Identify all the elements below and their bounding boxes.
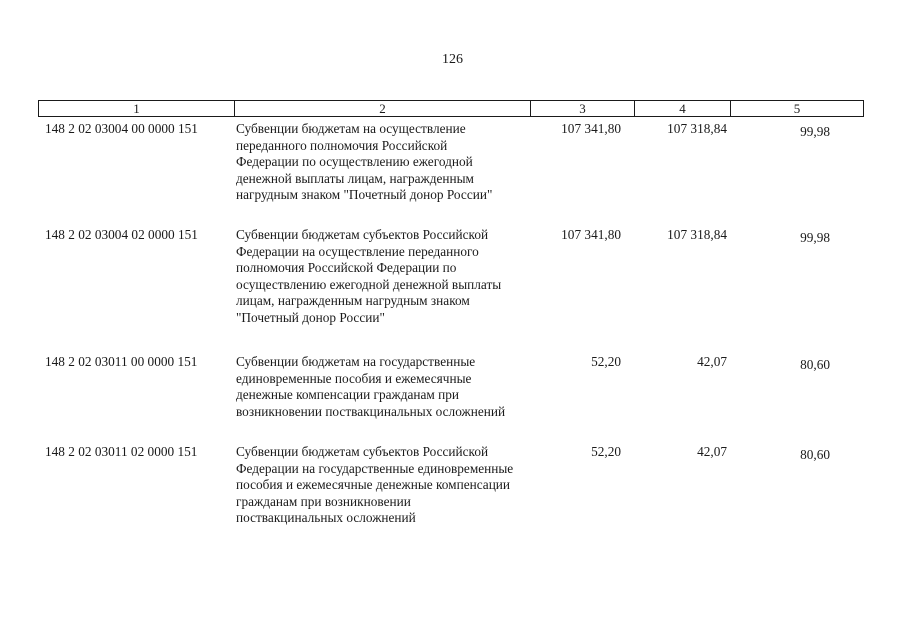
table-header bbox=[38, 100, 864, 117]
description-line: гражданам при возникновении bbox=[236, 493, 411, 509]
row-description bbox=[236, 227, 536, 327]
description-line: пособия и ежемесячные денежные компенсации bbox=[236, 477, 511, 493]
description-line: Субвенции бюджетам на государственные bbox=[236, 354, 476, 369]
execution-percent: 99,98 bbox=[800, 124, 830, 139]
header-cell-1: 1 bbox=[39, 101, 235, 116]
executed-amount: 42,07 bbox=[697, 354, 727, 369]
page-number: 126 bbox=[442, 52, 463, 67]
description-line: поствакцинальных осложнений bbox=[236, 510, 416, 526]
description-line: возникновении поствакцинальных осложнений bbox=[236, 403, 506, 419]
planned-amount: 52,20 bbox=[591, 444, 621, 459]
row-description bbox=[236, 444, 536, 527]
description-line: единовременные пособия и ежемесячные bbox=[236, 370, 472, 386]
executed-amount: 107 318,84 bbox=[667, 227, 727, 242]
budget-code: 148 2 02 03011 00 0000 151 bbox=[45, 354, 198, 369]
row-description bbox=[236, 121, 536, 204]
header-cell-4: 4 bbox=[635, 101, 731, 116]
budget-code: 148 2 02 03011 02 0000 151 bbox=[45, 444, 198, 459]
description-line: "Почетный донор России" bbox=[236, 309, 385, 325]
description-line: Субвенции бюджетам на осуществление bbox=[236, 121, 466, 136]
execution-percent: 99,98 bbox=[800, 230, 830, 245]
header-cell-5: 5 bbox=[793, 101, 801, 116]
description-line: денежной выплаты лицам, награжденным bbox=[236, 170, 474, 186]
execution-percent: 80,60 bbox=[800, 447, 830, 462]
description-line: полномочия Российской Федерации по bbox=[236, 260, 457, 276]
header-cell-3: 3 bbox=[531, 101, 635, 116]
description-line: денежные компенсации гражданам при bbox=[236, 387, 460, 403]
budget-code: 148 2 02 03004 02 0000 151 bbox=[45, 227, 198, 242]
description-line: Федерации на государственные единовременные bbox=[236, 460, 514, 476]
planned-amount: 107 341,80 bbox=[561, 227, 621, 242]
description-line: нагрудным знаком "Почетный донор России" bbox=[236, 187, 493, 203]
executed-amount: 107 318,84 bbox=[667, 121, 727, 136]
description-line: переданного полномочия Российской bbox=[236, 137, 448, 153]
row-description bbox=[236, 354, 536, 420]
planned-amount: 107 341,80 bbox=[561, 121, 621, 136]
executed-amount: 42,07 bbox=[697, 444, 727, 459]
description-line: Федерации по осуществлению ежегодной bbox=[236, 154, 473, 170]
description-line: Федерации на осуществление переданного bbox=[236, 243, 479, 259]
header-cell-2: 2 bbox=[235, 101, 531, 116]
planned-amount: 52,20 bbox=[591, 354, 621, 369]
description-line: лицам, награжденным нагрудным знаком bbox=[236, 293, 470, 309]
description-line: Субвенции бюджетам субъектов Российской bbox=[236, 444, 489, 459]
budget-code: 148 2 02 03004 00 0000 151 bbox=[45, 121, 198, 136]
description-line: осуществлению ежегодной денежной выплаты bbox=[236, 276, 502, 292]
description-line: Субвенции бюджетам субъектов Российской bbox=[236, 227, 489, 242]
execution-percent: 80,60 bbox=[800, 357, 830, 372]
